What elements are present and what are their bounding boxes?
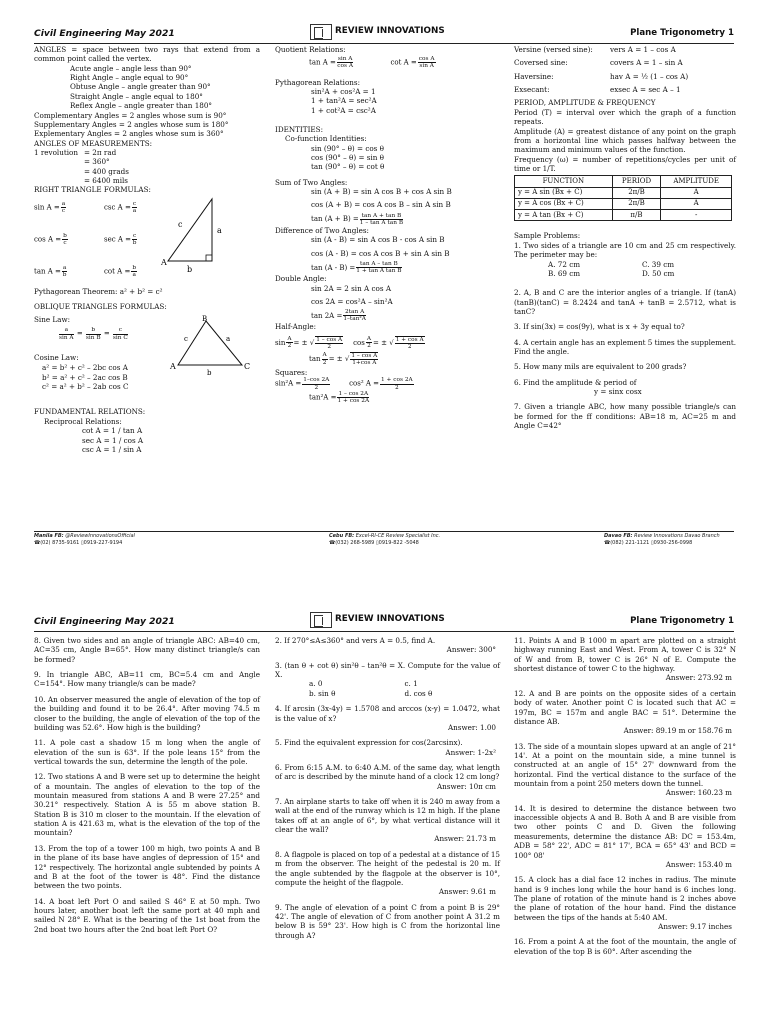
definition-formula: covers A = 1 – sin A — [610, 58, 683, 68]
side-c-label: c — [184, 335, 188, 344]
definition-formula: hav A = ½ (1 – cos A) — [610, 71, 689, 81]
cosine-law-label: Cosine Law: — [34, 353, 79, 363]
reciprocal-relation: csc A = 1 / sin A — [82, 444, 142, 454]
table-header-row — [515, 176, 732, 187]
cosine-law-line: c² = a² + b² – 2ab cos C — [42, 382, 129, 392]
vertex-b-label: B — [202, 315, 208, 324]
table-cell: y = A tan (Bx + C) — [515, 210, 613, 221]
table-row — [515, 187, 732, 198]
answer: Answer: 160.23 m — [665, 788, 732, 798]
choice: c. 1 — [404, 679, 418, 689]
subsection-title: Quotient Relations: — [275, 45, 346, 54]
footer-phone: ☎(032) 268-5989 ▯0919-822 -5048 — [329, 540, 419, 547]
numerator: c — [132, 200, 137, 207]
denominator: sin A — [59, 334, 74, 341]
cosine-law-line: a² = b² + c² – 2bc cos A — [42, 363, 128, 373]
tan-label: tan — [309, 355, 321, 364]
numerator: b — [63, 232, 67, 239]
sample-problem: 2. A, B and C are the interior angles of a triangle. If (tanA)(tanB)(tanC) = 8.2424 and tanA + tanB = 2.5712, what is tanC? — [514, 288, 736, 316]
denominator: c — [63, 239, 67, 246]
angle-type: Straight Angle – angle equal to 180° — [70, 91, 203, 101]
pythagorean-theorem: Pythagorean Theorem: a² + b² = c² — [34, 286, 163, 296]
pythagorean-relation: 1 + tan²A = sec²A — [311, 96, 377, 106]
numerator: 1–cos 2A — [303, 377, 330, 384]
footer-label: Cebu FB: — [329, 533, 355, 539]
sample-problem-function: y = sinx cosx — [594, 387, 642, 397]
denominator: sin B — [85, 334, 101, 341]
column-3 — [514, 45, 736, 431]
numerator: a — [61, 200, 66, 207]
table-cell: π/B — [612, 210, 661, 221]
formula-label: cot A = — [390, 58, 417, 67]
denominator: a — [132, 207, 137, 214]
sum-identity: cos (A + B) = cos A cos B – sin A sin B — [311, 200, 451, 210]
problem: 11. Points A and B 1000 m apart are plotted on a straight highway running East and West. From A, tower C is 32° N of W and from B, tower C is 26° N of E. Compute the shortest distance of tower C to the highway. — [514, 636, 736, 674]
denominator: 1 + tan A tan B — [356, 268, 402, 275]
side-b-label: b — [187, 264, 193, 274]
footer-phone: ☎(02) 8735-9161 ▯0919-227-9194 — [34, 540, 123, 547]
denominator: c — [61, 207, 66, 214]
revolution-value: = 360° — [84, 157, 110, 167]
footer-label: Davao FB: — [604, 533, 633, 539]
subsection-title: Co-function Identities: — [285, 134, 367, 144]
angle-type: Reflex Angle – angle greater than 180° — [70, 101, 213, 111]
vertex-a-label: A — [161, 257, 167, 267]
section-title: FUNDAMENTAL RELATIONS: — [34, 407, 146, 417]
problem: 4. If arcsin (3x-4y) = 1.5708 and arccos (x-y) = 1.0472, what is the value of x? — [275, 704, 500, 723]
section-title: ANGLES OF MEASUREMENTS: — [34, 138, 153, 148]
formula-label: cos² A = — [349, 380, 380, 389]
column-3 — [514, 636, 736, 956]
denominator: 2 — [314, 384, 319, 391]
choice: a. 0 — [309, 679, 323, 689]
definition-term: Exsecant: — [514, 85, 550, 95]
column-2: Quotient Relations: tan A = $\frac{\text{sin A}}{\text{cos A}}$ cot A = $\frac{\text{cos A}}{\text{sin A}}$ Pythagorean Relations: sin²A + cos²A = 1 1 + tan²A = sec²A 1 + cot²A = csc²A IDENTITIES: Co-function Identities: sin (90° – θ) = cos θ cos (90° – θ) = sin θ tan (90° – θ) = cot θ Sum of Two Angles: sin (A + B) = sin A cos B + cos A sin B cos (A + B) = cos A cos B – sin A sin B tan (A + B) = $\frac{\text{tan A + tan B}}{\text{1 – tan A tan B}}$ Difference of Two Angles: sin (A - B) = sin A cos B - cos A sin B cos (A - B) = cos A cos B + sin A sin B tan (A - B) = $\frac{\text{tan A – tan B}}{\text{1 + tan A tan B}}$ Double Angle: sin 2A = 2 sin A cos A cos 2A = cos²A – sin²A tan 2A = $\frac{\text{2tan A}}{\text{1–tan²A}}$ Half-Angle: sin $\frac{A}{2}$ = ± √ $\frac{\text{1 – cos A}}{2}$ cos $\frac{A}{2}$ = ± √ $\frac{\text{1 + cos A}}{2}$ tan $\frac{A}{2}$ = ± √ $\frac{\text{1 – cos A}}{\text{1+cos A}}$ Squares: sin²A = $\frac{1-\cos 2A}{2}$ cos² A = $\frac{1 + \cos 2A}{2}$ tan²A = $\frac{1 - \cos 2A}{1 + \cos 2A}$ — [275, 45, 500, 404]
section-title: Sample Problems: — [514, 231, 581, 241]
choice: D. 50 cm — [642, 268, 675, 278]
denominator: 2 — [287, 343, 292, 350]
problem: 14. A boat left Port O and sailed S 46° E at 50 mph. Two hours later, another boat left the same port at 40 mph and sailed N 28° E. What is the bearing of the 1st boat from the 2nd boat two hours after the 2nd boat left Port O? — [34, 896, 260, 934]
definition-formula: exsec A = sec A – 1 — [610, 85, 681, 95]
sample-problem: 5. How many mils are equivalent to 200 grads? — [514, 362, 687, 372]
answer: Answer: 153.40 m — [665, 859, 732, 869]
review-innovations-logo-icon — [310, 612, 332, 628]
cofunction-identity: sin (90° – θ) = cos θ — [311, 143, 384, 153]
numerator: 1 + cos A — [395, 336, 424, 343]
denominator: 1 – tan A tan B — [359, 219, 404, 226]
revolution-value: = 2π rad — [84, 147, 117, 157]
difference-identity: sin (A - B) = sin A cos B - cos A sin B — [311, 235, 445, 245]
answer: Answer: 1.00 — [447, 722, 496, 732]
formula-label: tan A = — [34, 267, 61, 276]
problem: 6. From 6:15 A.M. to 6:40 A.M. of the same day, what length of arc is described by the minute hand of a clock 12 cm long? — [275, 762, 500, 782]
denominator: 1+cos A — [352, 360, 377, 367]
answer: Answer: 273.92 m — [665, 673, 732, 683]
angle-type: Right Angle – angle equal to 90° — [70, 73, 189, 83]
problem: 16. From a point A at the foot of the mountain, the angle of elevation of the top B is 60°. After ascending the — [514, 937, 736, 956]
numerator: A — [287, 336, 292, 343]
denominator: 2 — [322, 359, 327, 366]
table-cell: 2π/B — [612, 187, 661, 198]
denominator: sin C — [112, 334, 128, 341]
choice: b. sin θ — [309, 688, 336, 698]
formula-label: cos A = — [34, 235, 62, 244]
table-cell: A — [661, 187, 732, 198]
answer: Answer: 21.73 m — [434, 834, 496, 844]
sample-problem: 1. Two sides of a triangle are 10 cm and 25 cm respectively. The perimeter may be: — [514, 240, 736, 260]
definition-formula: vers A = 1 – cos A — [610, 45, 676, 54]
answer: Answer: 300° — [446, 645, 496, 655]
choice: B. 69 cm — [548, 268, 581, 278]
numerator: tan A + tan B — [361, 212, 402, 219]
subsection-title: Sum of Two Angles: — [275, 177, 348, 187]
subsection-title: Reciprocal Relations: — [44, 416, 122, 426]
problem: 7. An airplane starts to take off when it is 240 m away from a wall at the end of the runway which is 12 m high. If the plane takes off at an angle of 6°, by what vertical distance will it clear the wall? — [275, 797, 500, 835]
complementary-angles: Complementary Angles = 2 angles whose sum is 90° — [34, 110, 227, 120]
section-title: PERIOD, AMPLITUDE & FREQUENCY — [514, 98, 656, 108]
brand: REVIEW INNOVATIONS — [310, 24, 445, 40]
footer-handle: @ReviewInnovationsOfficial — [65, 533, 135, 539]
formula-label: tan 2A = — [311, 311, 343, 320]
footer-handle: Review Innovations Davao Branch — [634, 533, 720, 539]
table-row — [515, 198, 732, 209]
revolution-value: = 400 grads — [84, 166, 129, 176]
choice: d. cos θ — [404, 688, 433, 698]
formula-label: sec A = — [104, 235, 132, 244]
problem: 2. If 270°≤A≤360° and vers A = 0.5, find A. — [275, 636, 436, 645]
numerator: 1 – cos 2A — [338, 390, 369, 397]
reciprocal-relation: cot A = 1 / tan A — [82, 426, 143, 436]
definition-term: Versine (versed sine): — [514, 45, 593, 54]
numerator: A — [322, 352, 327, 359]
double-angle-identity: sin 2A = 2 sin A cos A — [311, 283, 392, 293]
table-cell: A — [661, 198, 732, 209]
sample-problem: 4. A certain angle has an explement 5 times the supplement. Find the angle. — [514, 337, 736, 357]
numerator: 1 – cos A — [351, 352, 378, 359]
subsection-title: Difference of Two Angles: — [275, 225, 369, 235]
review-innovations-logo-icon — [310, 24, 332, 40]
side-a-label: a — [226, 335, 231, 344]
definition-term: Coversed sine: — [514, 58, 568, 68]
answer: Answer: 89.19 m or 158.76 m — [623, 726, 732, 736]
cofunction-identity: tan (90° – θ) = cot θ — [311, 162, 385, 172]
denominator: 2 — [395, 384, 399, 391]
formula-label: tan²A = — [309, 393, 337, 402]
choice: A. 72 cm — [548, 259, 581, 269]
problem: 9. The angle of elevation of a point C from a point B is 29° 42'. The angle of elevation of C from another point A 31.2 m below B is 59° 23'. How high is C from the horizontal line through A? — [275, 902, 500, 940]
column-header: AMPLITUDE — [661, 176, 732, 187]
column-2 — [275, 636, 500, 940]
sample-problem: 6. Find the amplitude & period of — [514, 377, 637, 387]
problem: 15. A clock has a dial face 12 inches in radius. The minute hand is 9 inches long while the hour hand is 6 inches long. The plane of rotation of the minute hand is 2 inches above the plane of rotation of the hour hand. Find the distance between the tips of the hands at 5:40 AM. — [514, 875, 736, 922]
numerator: b — [132, 264, 137, 271]
problem: 8. Given two sides and an angle of triangle ABC: AB=40 cm, AC=35 cm, Angle B=65°. How many distinct triangle/s can be formed? — [34, 636, 260, 664]
problem: 13. The side of a mountain slopes upward at an angle of 21° 14'. At a point on the mountain side, a mine tunnel is constructed at an angle of 15° 27' downward from the horizontal. Find the vertical distance to the surface of the mountain from a point 250 meters down the tunnel. — [514, 741, 736, 789]
brand: REVIEW INNOVATIONS — [310, 612, 445, 628]
function-table — [514, 175, 732, 221]
column-1 — [34, 45, 260, 454]
page-header — [34, 616, 734, 630]
supplementary-angles: Supplementary Angles = 2 angles whose sum is 180° — [34, 119, 229, 129]
numerator: c — [113, 327, 128, 334]
angle-type: Obtuse Angle – angle greater than 90° — [70, 82, 211, 92]
subject-title: Plane Trigonometry 1 — [630, 28, 734, 38]
subsection-title: Squares: — [275, 368, 308, 378]
reciprocal-relation: sec A = 1 / cos A — [82, 435, 144, 445]
pythagorean-relation: sin²A + cos²A = 1 — [311, 86, 376, 96]
denominator: 2 — [367, 343, 371, 350]
sample-problem: 3. If sin(3x) = cos(9y), what is x + 3y equal to? — [514, 322, 685, 332]
table-cell: 2π/B — [612, 198, 661, 209]
formula-label: sin A = — [34, 203, 60, 212]
choice: C. 39 cm — [642, 259, 675, 269]
right-triangle-formulas — [34, 195, 260, 287]
answer: Answer: 9.61 m — [438, 887, 496, 897]
numerator: 2tan A — [345, 309, 365, 316]
problem: 12. A and B are points on the opposite sides of a certain body of water. Another point C is located such that AC = 197m, BC = 157m and angle BAC = 51°. Determine the distance AB. — [514, 688, 736, 726]
cofunction-identity: cos (90° – θ) = sin θ — [311, 153, 384, 163]
denominator: 1 + cos 2A — [337, 397, 370, 404]
sum-identity: sin (A + B) = sin A cos B + cos A sin B — [311, 187, 452, 197]
denominator: b — [132, 239, 137, 246]
answer: Answer: 10π cm — [436, 781, 496, 791]
revolution-value: = 6400 mils — [84, 176, 128, 186]
subsection-title: Half-Angle: — [275, 322, 317, 332]
course-title: Civil Engineering May 2021 — [34, 616, 175, 627]
right-triangle-diagram — [160, 195, 250, 273]
denominator: 1–tan²A — [343, 316, 366, 323]
angle-type: Acute angle – angle less than 90° — [70, 63, 192, 73]
denominator: sin A — [419, 63, 434, 70]
cos-label: cos — [353, 338, 365, 347]
table-row — [515, 210, 732, 221]
numerator: tan A – tan B — [356, 261, 401, 268]
table-cell: y = A sin (Bx + C) — [515, 187, 613, 198]
oblique-triangle-diagram — [170, 315, 256, 377]
vertex-a-label: A — [170, 362, 176, 372]
problem: 13. From the top of a tower 100 m high, two points A and B in the plane of its base have angles of depression of 15° and 12° respectively. The horizontal angle subtended by points A and B at the foot of the tower is 48°. Find the distance between the two points. — [34, 843, 260, 891]
numerator: 1 – cos A — [316, 336, 343, 343]
denominator: cos A — [337, 63, 354, 70]
plus-minus: = ± — [373, 338, 387, 347]
page-header — [34, 28, 734, 42]
formula-label: csc A = — [104, 203, 131, 212]
explementary-angles: Explementary Angles = 2 angles whose sum is 360° — [34, 129, 224, 139]
section-title: RIGHT TRIANGLE FORMULAS: — [34, 185, 151, 195]
section-title: OBLIQUE TRIANGLES FORMULAS: — [34, 302, 167, 312]
answer: Answer: 1-2x² — [445, 747, 496, 757]
formula-label: cot A = — [104, 267, 131, 276]
problem: 10. An observer measured the angle of elevation of the top of the building and found it to be 26.4°. After moving 74.5 m closer to the building, the angle of elevation of the top of the building was 52.6°. How high is the building? — [34, 694, 260, 732]
numerator: a — [59, 327, 74, 334]
denominator: a — [132, 271, 136, 278]
problem: 14. It is desired to determine the distance between two inaccessible objects A and B. Both A and B are visible from two other points C and D. Given the following measurements, determine the distance AB: DC = 153.4m, ADB = 58° 22', ADC = 81° 17', BCA = 65° 43' and BCD = 100° 08' — [514, 803, 736, 860]
side-b-label: b — [207, 369, 212, 378]
definition-term: Haversine: — [514, 71, 554, 81]
formula-label: tan (A - B) = — [311, 263, 356, 272]
problem: 3. (tan θ + cot θ) sin²θ – tan²θ = X. Compute for the value of X. — [275, 660, 500, 680]
table-cell: - — [661, 210, 732, 221]
subsection-title: Double Angle: — [275, 274, 327, 284]
cosine-law-line: b² = a² + c² – 2ac cos B — [42, 372, 128, 382]
problem: 11. A pole cast a shadow 15 m long when the angle of elevation of the sun is 63°. If the pole leans 15° from the vertical towards the sun, determine the length of the pole. — [34, 738, 260, 766]
footer-label: Manila FB: — [34, 533, 64, 539]
difference-identity: cos (A - B) = cos A cos B + sin A sin B — [311, 248, 450, 258]
table-cell: y = A cos (Bx + C) — [515, 198, 613, 209]
answer: Answer: 9.17 inches — [658, 922, 732, 932]
denominator: 2 — [407, 343, 412, 350]
column-1 — [34, 636, 260, 934]
angles-definition: ANGLES = space between two rays that extend from a common point called the vertex. — [34, 45, 260, 64]
numerator: A — [366, 336, 372, 343]
side-c-label: c — [178, 219, 183, 229]
course-title: Civil Engineering May 2021 — [34, 28, 175, 39]
formula-label: tan (A + B) = — [311, 215, 359, 224]
subsection-title: Pythagorean Relations: — [275, 77, 361, 87]
side-a-label: a — [217, 225, 222, 235]
formula-label: sin²A = — [275, 380, 302, 389]
formula-label: tan A = — [309, 58, 336, 67]
numerator: 1 + cos 2A — [381, 377, 413, 384]
amplitude-definition: Amplitude (A) = greatest distance of any point on the graph from a horizontal line which passes halfway between the maximum and minimum values of the function. — [514, 126, 736, 155]
plus-minus: = ± — [293, 338, 308, 347]
double-angle-identity: cos 2A = cos²A – sin²A — [311, 296, 393, 306]
vertex-c-label: C — [244, 362, 251, 372]
revolution-label: 1 revolution — [34, 147, 79, 157]
numerator: a — [62, 264, 67, 271]
footer-phone: ☎(082) 221-1121 ▯0930-256-0998 — [604, 540, 693, 547]
subject-title: Plane Trigonometry 1 — [630, 616, 734, 626]
problem: 9. In triangle ABC, AB=11 cm, BC=5.4 cm and Angle C=154°. How many triangle/s can be made? — [34, 670, 260, 689]
numerator: c — [133, 232, 137, 239]
denominator: 2 — [327, 343, 332, 350]
pythagorean-relation: 1 + cot²A = csc²A — [311, 105, 376, 115]
sine-law-label: Sine Law: — [34, 315, 71, 325]
column-header: PERIOD — [612, 176, 661, 187]
page-2 — [0, 512, 768, 1024]
sample-problem: 7. Given a triangle ABC, how many possible triangle/s can be formed for the ff conditions: AB=18 m, AC=25 m and Angle C=42° — [514, 402, 736, 431]
problem: 8. A flagpole is placed on top of a pedestal at a distance of 15 m from the observer. The height of the pedestal is 20 m. If the angle subtended by the flagpole at the observer is 10°, compute the height of the flagpole. — [275, 849, 500, 887]
sin-label: sin — [275, 338, 286, 347]
oblique-triangle-formulas: Sine Law: $\frac{a}{\text{sin A}}$ = $\frac{b}{\text{sin B}}$ = $\frac{c}{\text{sin C}}$ Cosine Law: a² = b² + c² – 2bc cos A b² = a² + c² – 2ac cos B c² = a² + b² – 2ab cos C B c a A C b — [34, 311, 260, 407]
section-title: IDENTITIES: — [275, 124, 323, 134]
problem: 12. Two stations A and B were set up to determine the height of a mountain. The angles of elevation to the top of the mountain measured from stations A and B were 27.25° and 30.21° respectively. Station A is 55 m above station B. Station B is 310 m closer to the mountain. If the elevation of station A is 421.63 m, what is the elevation of the top of the mountain? — [34, 772, 260, 838]
numerator: cos A — [418, 56, 435, 63]
denominator: b — [62, 271, 67, 278]
column-header: FUNCTION — [515, 176, 613, 187]
period-definition: Period (T) = interval over which the graph of a function repeats. — [514, 107, 736, 127]
plus-minus: = ± — [328, 355, 343, 364]
frequency-definition: Frequency (ω) = number of repetitions/cycles per unit of time or 1/T. — [514, 154, 736, 173]
numerator: sin A — [337, 56, 353, 63]
problem: 5. Find the equivalent expression for cos(2arcsinx). — [275, 738, 463, 748]
numerator: b — [86, 327, 101, 334]
footer-handle: Excel-RI-CE Review Specialist Inc. — [355, 533, 441, 539]
